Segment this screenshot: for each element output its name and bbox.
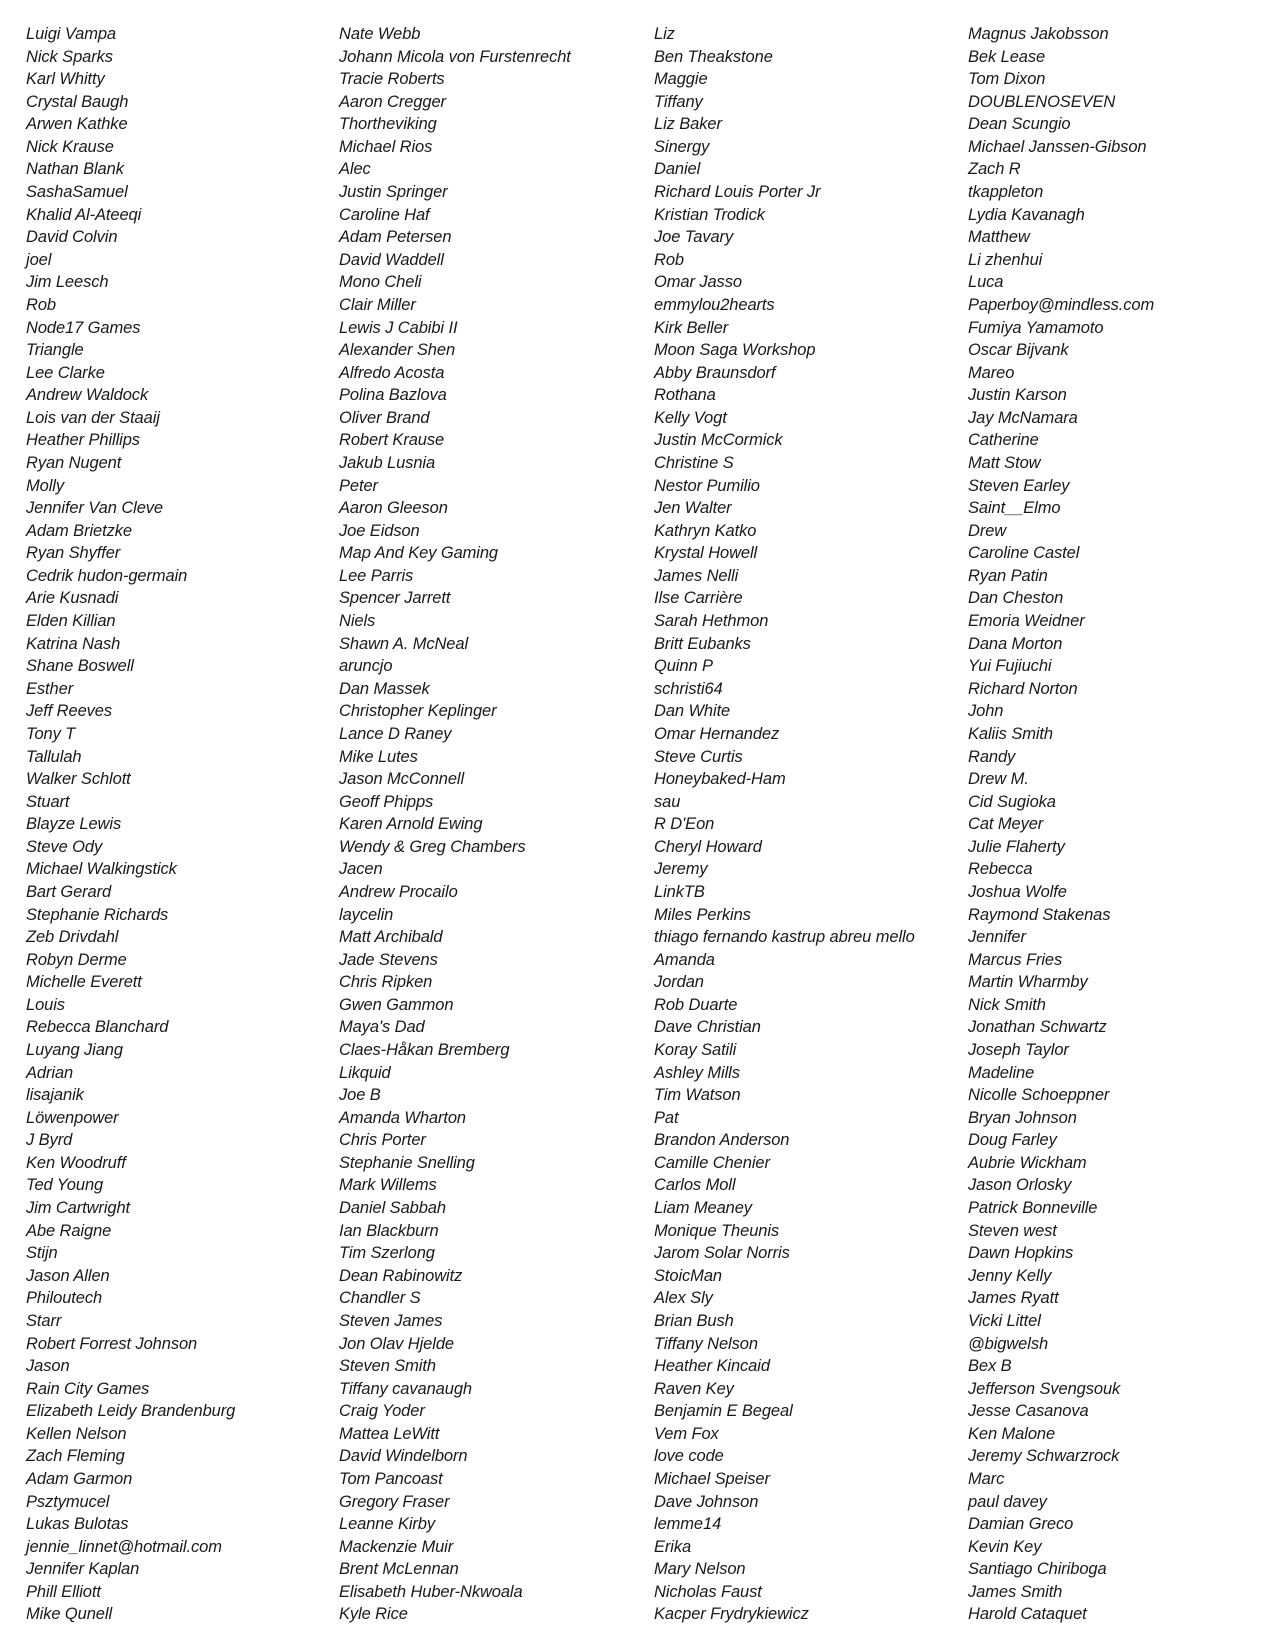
name-entry: Mackenzie Muir <box>339 1537 454 1556</box>
name-entry: R D'Eon <box>654 815 715 834</box>
name-entry: Joe B <box>339 1086 381 1105</box>
name-entry: Carlos Moll <box>654 1176 736 1195</box>
name-entry: Raymond Stakenas <box>968 905 1111 924</box>
name-entry: Aubrie Wickham <box>968 1153 1087 1172</box>
name-entry: Christine S <box>654 453 734 472</box>
name-entry: Jenny Kelly <box>968 1266 1052 1285</box>
name-entry: Andrew Waldock <box>26 386 149 405</box>
name-entry: Li zhenhui <box>968 250 1043 269</box>
name-entry: Mono Cheli <box>339 273 422 292</box>
name-entry: Louis <box>26 995 65 1014</box>
name-entry: Cheryl Howard <box>654 837 762 856</box>
name-entry: Ken Malone <box>968 1424 1056 1443</box>
name-entry: Walker Schlott <box>26 770 131 789</box>
name-entry: Luca <box>968 273 1004 292</box>
name-entry: Starr <box>26 1311 62 1330</box>
name-entry: Craig Yoder <box>339 1402 425 1421</box>
name-entry: Lee Parris <box>339 566 414 585</box>
name-entry: Mattea LeWitt <box>339 1424 440 1443</box>
name-entry: Lois van der Staaij <box>26 408 160 427</box>
name-entry: Pat <box>654 1108 679 1127</box>
name-entry: Ben Theakstone <box>654 47 773 66</box>
name-entry: Miles Perkins <box>654 905 751 924</box>
name-entry: Justin Springer <box>339 183 448 202</box>
name-entry: Phill Elliott <box>26 1582 101 1601</box>
name-entry: schristi64 <box>654 679 723 698</box>
name-entry: Arie Kusnadi <box>26 589 119 608</box>
name-entry: Nicholas Faust <box>654 1582 762 1601</box>
name-entry: Karen Arnold Ewing <box>339 815 483 834</box>
name-entry: Luigi Vampa <box>26 25 117 43</box>
name-entry: LinkTB <box>654 882 705 901</box>
name-entry: Saint__Elmo <box>968 499 1061 518</box>
name-entry: James Smith <box>968 1582 1063 1601</box>
name-entry: Jim Leesch <box>26 273 109 292</box>
name-entry: Ian Blackburn <box>339 1221 439 1240</box>
name-entry: Tiffany Nelson <box>654 1334 758 1353</box>
name-entry: Arwen Kathke <box>26 115 128 134</box>
name-entry: Tim Watson <box>654 1086 741 1105</box>
name-entry: Rebecca <box>968 860 1033 879</box>
name-entry: Jon Olav Hjelde <box>339 1334 454 1353</box>
name-entry: emmylou2hearts <box>654 295 775 314</box>
name-entry: Chris Porter <box>339 1131 426 1150</box>
name-entry: Dan White <box>654 702 731 721</box>
name-entry: Drew M. <box>968 770 1029 789</box>
name-entry: Yui Fujiuchi <box>968 657 1052 676</box>
name-entry: Rob <box>26 295 56 314</box>
name-entry: Madeline <box>968 1063 1035 1082</box>
name-entry: Tim Szerlong <box>339 1244 435 1263</box>
name-entry: Bek Lease <box>968 47 1046 66</box>
name-entry: Adam Garmon <box>26 1470 133 1488</box>
name-entry: Andrew Procailo <box>339 882 458 901</box>
name-entry: Adam Brietzke <box>26 521 132 540</box>
name-entry: Rob <box>654 250 684 269</box>
name-entry: Jeremy Schwarzrock <box>968 1447 1120 1466</box>
name-entry: Maya's Dad <box>339 1018 425 1037</box>
name-entry: Honeybaked-Ham <box>654 770 786 789</box>
name-entry: Kristian Trodick <box>654 205 765 224</box>
name-entry: love code <box>654 1447 724 1466</box>
name-entry: Karl Whitty <box>26 70 105 89</box>
name-entry: DOUBLENOSEVEN <box>968 92 1116 111</box>
name-entry: Vem Fox <box>654 1424 719 1443</box>
name-entry: Ryan Patin <box>968 566 1048 585</box>
name-entry: Lance D Raney <box>339 724 452 743</box>
name-entry: Peter <box>339 476 378 495</box>
name-entry: Clair Miller <box>339 295 416 314</box>
name-entry: Stephanie Richards <box>26 905 169 924</box>
name-entry: Michelle Everett <box>26 973 142 992</box>
name-entry: Luyang Jiang <box>26 1041 123 1060</box>
name-entry: Chris Ripken <box>339 973 433 992</box>
name-entry: Omar Hernandez <box>654 724 780 743</box>
name-entry: Nicolle Schoeppner <box>968 1086 1110 1105</box>
name-entry: Catherine <box>968 431 1039 450</box>
name-entry: Elisabeth Huber-Nkwoala <box>339 1582 523 1601</box>
name-entry: Abby Braunsdorf <box>654 363 776 382</box>
name-entry: Thortheviking <box>339 115 437 134</box>
name-entry: Kirk Beller <box>654 318 729 337</box>
name-entry: Britt Eubanks <box>654 634 751 653</box>
name-entry: Raven Key <box>654 1379 734 1398</box>
name-entry: Gregory Fraser <box>339 1492 450 1511</box>
name-entry: Nick Smith <box>968 995 1046 1014</box>
name-entry: Kathryn Katko <box>654 521 757 540</box>
name-entry: Martin Wharmby <box>968 973 1088 992</box>
name-entry: Caroline Castel <box>968 544 1080 563</box>
name-entry: sau <box>654 792 681 811</box>
name-entry: Jefferson Svengsouk <box>968 1379 1121 1398</box>
name-entry: Christopher Keplinger <box>339 702 497 721</box>
name-entry: James Ryatt <box>968 1289 1059 1308</box>
name-entry: Mike Lutes <box>339 747 418 766</box>
name-entry: SashaSamuel <box>26 183 128 202</box>
name-entry: Patrick Bonneville <box>968 1199 1098 1218</box>
name-entry: Nestor Pumilio <box>654 476 760 495</box>
name-entry: Jason <box>26 1357 70 1376</box>
name-entry: Jacen <box>339 860 383 879</box>
name-entry: Crystal Baugh <box>26 92 129 111</box>
name-entry: Alec <box>339 160 371 179</box>
name-column-4 <box>968 23 1268 1626</box>
name-entry: David Colvin <box>26 228 118 247</box>
name-entry: Dawn Hopkins <box>968 1244 1074 1263</box>
name-entry: Stephanie Snelling <box>339 1153 475 1172</box>
name-entry: Daniel Sabbah <box>339 1199 446 1218</box>
name-entry: Steve Ody <box>26 837 103 856</box>
name-entry: Alex Sly <box>654 1289 713 1308</box>
name-entry: Jeff Reeves <box>26 702 113 721</box>
name-entry: Erika <box>654 1537 692 1556</box>
name-entry: Kellen Nelson <box>26 1424 127 1443</box>
name-entry: Lydia Kavanagh <box>968 205 1085 224</box>
name-entry: Adrian <box>26 1063 74 1082</box>
name-entry: Aaron Gleeson <box>339 499 448 518</box>
name-entry: Ilse Carrière <box>654 589 743 608</box>
name-entry: Bart Gerard <box>26 882 112 901</box>
name-entry: Brent McLennan <box>339 1560 459 1579</box>
name-entry: Jason McConnell <box>339 770 465 789</box>
name-entry: Robert Forrest Johnson <box>26 1334 198 1353</box>
name-entry: Joshua Wolfe <box>968 882 1067 901</box>
name-entry: Michael Rios <box>339 137 433 156</box>
name-entry: Sinergy <box>654 137 710 156</box>
name-entry: Richard Louis Porter Jr <box>654 183 821 202</box>
name-entry: David Waddell <box>339 250 444 269</box>
name-entry: Tracie Roberts <box>339 70 445 89</box>
name-entry: Jordan <box>654 973 704 992</box>
name-entry: Dan Cheston <box>968 589 1064 608</box>
name-entry: Robert Krause <box>339 431 445 450</box>
name-entry: Philoutech <box>26 1289 103 1308</box>
name-entry: Geoff Phipps <box>339 792 434 811</box>
name-entry: Michael Walkingstick <box>26 860 177 879</box>
name-entry: Maggie <box>654 70 708 89</box>
name-entry: Kyle Rice <box>339 1605 408 1624</box>
name-entry: Kacper Frydrykiewicz <box>654 1605 809 1624</box>
name-entry: Psztymucel <box>26 1492 110 1511</box>
name-entry: Elizabeth Leidy Brandenburg <box>26 1402 236 1421</box>
name-entry: Zach Fleming <box>26 1447 125 1466</box>
name-entry: Brian Bush <box>654 1311 734 1330</box>
name-entry: Bryan Johnson <box>968 1108 1077 1127</box>
name-entry: Lewis J Cabibi II <box>339 318 458 337</box>
name-entry: Brandon Anderson <box>654 1131 790 1150</box>
name-entry: Jennifer <box>968 928 1026 947</box>
name-entry: Jonathan Schwartz <box>968 1018 1107 1037</box>
name-entry: paul davey <box>968 1492 1047 1511</box>
name-entry: Julie Flaherty <box>968 837 1065 856</box>
name-entry: Mareo <box>968 363 1015 382</box>
name-entry: Nick Sparks <box>26 47 113 66</box>
name-entry: Likquid <box>339 1063 391 1082</box>
name-entry: Sarah Hethmon <box>654 612 769 631</box>
name-entry: Tiffany <box>654 92 703 111</box>
name-entry: Gwen Gammon <box>339 995 454 1014</box>
name-entry: aruncjo <box>339 657 393 676</box>
name-entry: Tiffany cavanaugh <box>339 1379 472 1398</box>
name-entry: Amanda <box>654 950 715 969</box>
name-entry: Shane Boswell <box>26 657 134 676</box>
name-entry: Stijn <box>26 1244 58 1263</box>
name-entry: Jennifer Kaplan <box>26 1560 140 1579</box>
name-entry: Omar Jasso <box>654 273 742 292</box>
name-entry: Lee Clarke <box>26 363 105 382</box>
name-entry: Blayze Lewis <box>26 815 122 834</box>
name-entry: Jakub Lusnia <box>339 453 436 472</box>
name-entry: Zach R <box>968 160 1021 179</box>
name-entry: Santiago Chiriboga <box>968 1560 1107 1579</box>
name-entry: Dan Massek <box>339 679 430 698</box>
name-entry: Jade Stevens <box>339 950 438 969</box>
name-entry: Ted Young <box>26 1176 104 1195</box>
name-entry: Cat Meyer <box>968 815 1044 834</box>
name-entry: Steven Earley <box>968 476 1070 495</box>
name-entry: Liz <box>654 25 675 43</box>
name-entry: Stuart <box>26 792 70 811</box>
name-entry: Amanda Wharton <box>339 1108 466 1127</box>
name-entry: Nick Krause <box>26 137 114 156</box>
name-entry: Leanne Kirby <box>339 1515 436 1534</box>
name-entry: Abe Raigne <box>26 1221 112 1240</box>
name-entry: Ryan Nugent <box>26 453 122 472</box>
name-entry: Claes-Håkan Bremberg <box>339 1041 510 1060</box>
name-entry: Jason Allen <box>26 1266 110 1285</box>
name-entry: Rain City Games <box>26 1379 150 1398</box>
name-entry: Krystal Howell <box>654 544 758 563</box>
name-entry: Magnus Jakobsson <box>968 25 1109 43</box>
name-entry: Kevin Key <box>968 1537 1042 1556</box>
name-entry: Benjamin E Begeal <box>654 1402 793 1421</box>
name-entry: jennie_linnet@hotmail.com <box>26 1537 222 1556</box>
name-column-3 <box>654 23 954 1626</box>
name-entry: Dave Johnson <box>654 1492 759 1511</box>
name-entry: Joe Tavary <box>654 228 734 247</box>
name-entry: Alexander Shen <box>339 341 456 360</box>
name-entry: Vicki Littel <box>968 1311 1041 1330</box>
name-entry: Node17 Games <box>26 318 141 337</box>
name-entry: Tom Pancoast <box>339 1470 443 1488</box>
name-entry: Tony T <box>26 724 76 743</box>
name-entry: Cid Sugioka <box>968 792 1056 811</box>
name-entry: Fumiya Yamamoto <box>968 318 1104 337</box>
name-entry: Kelly Vogt <box>654 408 727 427</box>
name-entry: Jay McNamara <box>968 408 1078 427</box>
name-entry: Steven west <box>968 1221 1057 1240</box>
name-entry: Matt Archibald <box>339 928 443 947</box>
name-column-1 <box>26 23 326 1626</box>
name-entry: Robyn Derme <box>26 950 127 969</box>
name-entry: Dean Rabinowitz <box>339 1266 463 1285</box>
name-entry: Jeremy <box>654 860 708 879</box>
name-entry: Heather Kincaid <box>654 1357 770 1376</box>
name-entry: Joseph Taylor <box>968 1041 1069 1060</box>
name-entry: Justin McCormick <box>654 431 783 450</box>
name-entry: Dean Scungio <box>968 115 1071 134</box>
name-entry: Khalid Al-Ateeqi <box>26 205 142 224</box>
name-entry: Lukas Bulotas <box>26 1515 129 1534</box>
name-entry: Marc <box>968 1470 1005 1488</box>
name-entry: Adam Petersen <box>339 228 452 247</box>
name-entry: J Byrd <box>26 1131 73 1150</box>
name-entry: Damian Greco <box>968 1515 1074 1534</box>
name-entry: Moon Saga Workshop <box>654 341 816 360</box>
names-list <box>0 23 1275 1643</box>
name-entry: Emoria Weidner <box>968 612 1085 631</box>
name-entry: Harold Cataquet <box>968 1605 1087 1624</box>
name-entry: Steven Smith <box>339 1357 436 1376</box>
name-entry: Rebecca Blanchard <box>26 1018 169 1037</box>
name-entry: StoicMan <box>654 1266 722 1285</box>
name-entry: John <box>968 702 1004 721</box>
name-entry: Monique Theunis <box>654 1221 780 1240</box>
name-entry: Oscar Bijvank <box>968 341 1069 360</box>
name-column-2 <box>339 23 639 1626</box>
name-entry: Tallulah <box>26 747 82 766</box>
name-entry: Liam Meaney <box>654 1199 752 1218</box>
name-entry: Chandler S <box>339 1289 421 1308</box>
name-entry: Matthew <box>968 228 1030 247</box>
name-entry: Quinn P <box>654 657 713 676</box>
name-entry: Spencer Jarrett <box>339 589 451 608</box>
name-entry: Liz Baker <box>654 115 722 134</box>
name-entry: Jen Walter <box>654 499 732 518</box>
name-entry: Michael Janssen-Gibson <box>968 137 1147 156</box>
name-entry: tkappleton <box>968 183 1044 202</box>
name-entry: Matt Stow <box>968 453 1041 472</box>
name-entry: Ken Woodruff <box>26 1153 126 1172</box>
name-entry: Joe Eidson <box>339 521 420 540</box>
name-entry: Aaron Cregger <box>339 92 446 111</box>
name-entry: David Windelborn <box>339 1447 468 1466</box>
name-entry: Alfredo Acosta <box>339 363 445 382</box>
name-entry: Jesse Casanova <box>968 1402 1089 1421</box>
name-entry: Richard Norton <box>968 679 1078 698</box>
name-entry: lemme14 <box>654 1515 722 1534</box>
name-entry: Ryan Shyffer <box>26 544 121 563</box>
name-entry: Nate Webb <box>339 25 421 43</box>
name-entry: Doug Farley <box>968 1131 1057 1150</box>
name-entry: Steve Curtis <box>654 747 743 766</box>
name-entry: Marcus Fries <box>968 950 1063 969</box>
name-entry: Jim Cartwright <box>26 1199 131 1218</box>
name-entry: Bex B <box>968 1357 1012 1376</box>
name-entry: Jennifer Van Cleve <box>26 499 163 518</box>
name-entry: Jason Orlosky <box>968 1176 1072 1195</box>
name-entry: Löwenpower <box>26 1108 119 1127</box>
name-entry: Michael Speiser <box>654 1470 770 1488</box>
name-entry: Heather Phillips <box>26 431 140 450</box>
name-entry: Camille Chenier <box>654 1153 770 1172</box>
name-entry: Dave Christian <box>654 1018 761 1037</box>
name-entry: Mary Nelson <box>654 1560 746 1579</box>
name-entry: Daniel <box>654 160 701 179</box>
name-entry: Wendy & Greg Chambers <box>339 837 526 856</box>
name-entry: Dana Morton <box>968 634 1063 653</box>
name-entry: Mark Willems <box>339 1176 437 1195</box>
name-entry: laycelin <box>339 905 394 924</box>
name-entry: Caroline Haf <box>339 205 430 224</box>
name-entry: Tom Dixon <box>968 70 1046 89</box>
name-entry: Rothana <box>654 386 716 405</box>
name-entry: thiago fernando kastrup abreu mello <box>654 928 915 947</box>
name-entry: Randy <box>968 747 1016 766</box>
name-entry: Zeb Drivdahl <box>26 928 119 947</box>
name-entry: Elden Killian <box>26 612 116 631</box>
name-entry: Kaliis Smith <box>968 724 1053 743</box>
name-entry: Triangle <box>26 341 84 360</box>
name-entry: Nathan Blank <box>26 160 124 179</box>
name-entry: Oliver Brand <box>339 408 430 427</box>
name-entry: Shawn A. McNeal <box>339 634 469 653</box>
name-entry: Paperboy@mindless.com <box>968 295 1155 314</box>
name-entry: Map And Key Gaming <box>339 544 499 563</box>
name-entry: Polina Bazlova <box>339 386 447 405</box>
name-entry: Niels <box>339 612 376 631</box>
name-entry: @bigwelsh <box>968 1334 1049 1353</box>
name-entry: James Nelli <box>654 566 739 585</box>
name-entry: Rob Duarte <box>654 995 738 1014</box>
name-entry: Cedrik hudon-germain <box>26 566 188 585</box>
name-entry: Steven James <box>339 1311 443 1330</box>
name-entry: Drew <box>968 521 1007 540</box>
name-entry: Esther <box>26 679 74 698</box>
name-entry: joel <box>26 250 52 269</box>
name-entry: Ashley Mills <box>654 1063 740 1082</box>
name-entry: Jarom Solar Norris <box>654 1244 790 1263</box>
name-entry: Justin Karson <box>968 386 1067 405</box>
name-entry: Koray Satili <box>654 1041 737 1060</box>
name-entry: Katrina Nash <box>26 634 121 653</box>
name-entry: Molly <box>26 476 65 495</box>
name-entry: lisajanik <box>26 1086 84 1105</box>
name-entry: Mike Qunell <box>26 1605 113 1624</box>
name-entry: Johann Micola von Furstenrecht <box>339 47 571 66</box>
